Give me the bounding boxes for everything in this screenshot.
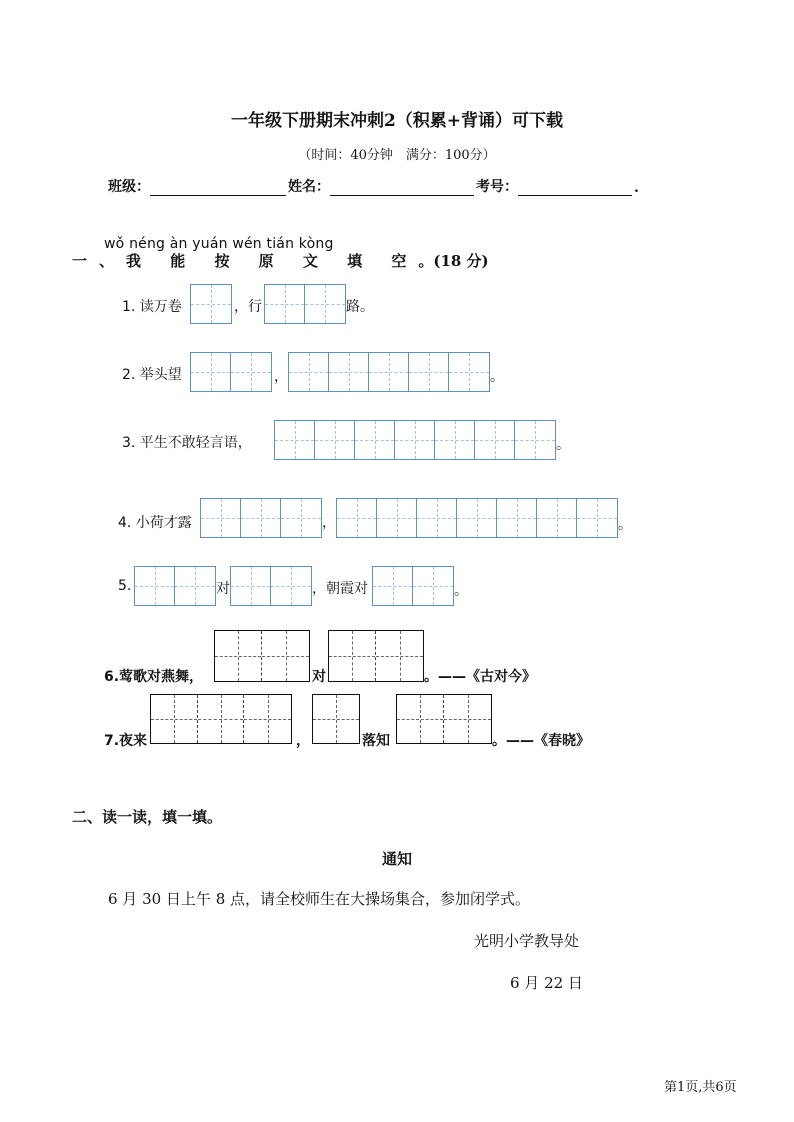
- section2-heading: 二、读一读，填一填。: [72, 808, 223, 826]
- grid-cell[interactable]: [355, 421, 395, 459]
- q6-answer-grid-2[interactable]: [328, 630, 424, 682]
- grid-cell[interactable]: [515, 421, 555, 459]
- q7-answer-grid-2[interactable]: [312, 694, 360, 744]
- grid-cell[interactable]: [215, 631, 262, 681]
- grid-cell[interactable]: [191, 285, 231, 323]
- grid-cell[interactable]: [244, 695, 291, 743]
- grid-cell[interactable]: [175, 567, 215, 605]
- student-info-row: [108, 176, 639, 196]
- grid-cell[interactable]: [475, 421, 515, 459]
- grid-cell[interactable]: [377, 499, 417, 537]
- grid-cell[interactable]: [376, 631, 423, 681]
- q1-suffix: 路。: [346, 299, 374, 315]
- q5-dui: 对: [216, 581, 230, 597]
- q5-prefix: 5.: [118, 578, 132, 594]
- q1-comma: ，: [234, 299, 248, 315]
- number-label: 考号：: [476, 179, 518, 195]
- section1-heading: 一、我 能 按 原 文 填 空。(18 分): [72, 252, 489, 270]
- grid-cell[interactable]: [457, 499, 497, 537]
- page-title: 一年级下册期末冲刺2（积累+背诵）可下载: [230, 111, 564, 131]
- q2-suffix: 。: [490, 369, 504, 385]
- grid-cell[interactable]: [281, 499, 321, 537]
- class-label: 班级：: [108, 179, 150, 195]
- grid-cell[interactable]: [262, 631, 309, 681]
- q6-suffix: 。——《古对今》: [424, 669, 536, 685]
- q7-mid: 落知: [362, 733, 390, 749]
- page-number: 第1页,共6页: [664, 1080, 737, 1095]
- q4-comma: ，: [322, 515, 336, 531]
- q1-mid: 行: [248, 299, 262, 315]
- q5-answer-grid-1[interactable]: [134, 566, 216, 606]
- q2-answer-grid-1[interactable]: [190, 352, 272, 392]
- grid-cell[interactable]: [231, 353, 271, 391]
- q5-answer-grid-3[interactable]: [372, 566, 454, 606]
- q1-prefix: 1. 读万卷: [122, 299, 182, 315]
- q7-answer-grid-3[interactable]: [396, 694, 492, 744]
- grid-cell[interactable]: [305, 285, 345, 323]
- q4-prefix: 4. 小荷才露: [118, 515, 192, 531]
- q5-mid: ，朝霞对: [312, 581, 368, 597]
- name-field[interactable]: [330, 179, 474, 196]
- grid-cell[interactable]: [444, 695, 491, 743]
- q7-suffix: 。——《春晓》: [492, 733, 590, 749]
- q7-prefix: 7.夜来: [104, 733, 148, 749]
- grid-cell[interactable]: [198, 695, 245, 743]
- grid-cell[interactable]: [373, 567, 413, 605]
- grid-cell[interactable]: [369, 353, 409, 391]
- q3-prefix: 3. 平生不敢轻言语，: [122, 435, 252, 451]
- grid-cell[interactable]: [329, 353, 369, 391]
- q4-suffix: 。: [618, 517, 632, 533]
- class-field[interactable]: [150, 179, 286, 196]
- notice-organization: 光明小学教导处: [474, 932, 580, 950]
- grid-cell[interactable]: [397, 695, 444, 743]
- q3-suffix: 。: [556, 437, 570, 453]
- notice-title: 通知: [381, 850, 412, 868]
- q7-comma: ，: [296, 733, 310, 749]
- q7-answer-grid-1[interactable]: [150, 694, 292, 744]
- grid-cell[interactable]: [417, 499, 457, 537]
- grid-cell[interactable]: [265, 285, 305, 323]
- grid-cell[interactable]: [313, 695, 359, 743]
- grid-cell[interactable]: [315, 421, 355, 459]
- grid-cell[interactable]: [289, 353, 329, 391]
- grid-cell[interactable]: [201, 499, 241, 537]
- grid-cell[interactable]: [231, 567, 271, 605]
- grid-cell[interactable]: [337, 499, 377, 537]
- q1-answer-grid-2[interactable]: [264, 284, 346, 324]
- grid-cell[interactable]: [497, 499, 537, 537]
- grid-cell[interactable]: [241, 499, 281, 537]
- grid-cell[interactable]: [135, 567, 175, 605]
- grid-cell[interactable]: [191, 353, 231, 391]
- q4-answer-grid-2[interactable]: [336, 498, 618, 538]
- exam-number-field[interactable]: [518, 179, 632, 196]
- exam-time-score: （时间：40分钟 满分：100分）: [298, 148, 496, 163]
- q6-dui: 对: [312, 669, 326, 685]
- name-label: 姓名：: [288, 179, 330, 195]
- grid-cell[interactable]: [409, 353, 449, 391]
- q6-answer-grid-1[interactable]: [214, 630, 310, 682]
- q3-answer-grid[interactable]: [274, 420, 556, 460]
- q2-answer-grid-2[interactable]: [288, 352, 490, 392]
- q5-suffix: 。: [454, 583, 468, 599]
- grid-cell[interactable]: [151, 695, 198, 743]
- q6-prefix: 6.莺歌对燕舞，: [104, 669, 204, 685]
- grid-cell[interactable]: [329, 631, 376, 681]
- end-dot: .: [634, 180, 639, 196]
- grid-cell[interactable]: [449, 353, 489, 391]
- q2-prefix: 2. 举头望: [122, 367, 182, 383]
- grid-cell[interactable]: [271, 567, 311, 605]
- grid-cell[interactable]: [395, 421, 435, 459]
- q4-answer-grid-1[interactable]: [200, 498, 322, 538]
- grid-cell[interactable]: [577, 499, 617, 537]
- grid-cell[interactable]: [537, 499, 577, 537]
- q5-answer-grid-2[interactable]: [230, 566, 312, 606]
- grid-cell[interactable]: [413, 567, 453, 605]
- q2-comma: ，: [274, 369, 288, 385]
- section1-pinyin: wǒ néng àn yuán wén tián kòng: [104, 236, 334, 252]
- notice-body: 6 月 30 日上午 8 点，请全校师生在大操场集合，参加闭学式。: [108, 890, 531, 908]
- notice-date: 6 月 22 日: [510, 974, 583, 992]
- grid-cell[interactable]: [435, 421, 475, 459]
- q1-answer-grid-1[interactable]: [190, 284, 232, 324]
- grid-cell[interactable]: [275, 421, 315, 459]
